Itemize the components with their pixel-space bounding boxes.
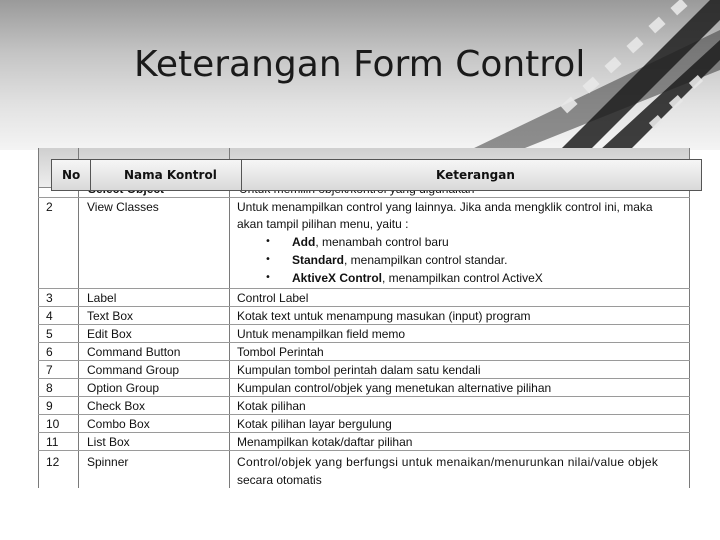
header-separator: [241, 160, 242, 190]
row-name: Edit Box: [87, 327, 132, 341]
bullet-2-text: , menampilkan control standar.: [344, 253, 508, 267]
bullet-icon: •: [265, 236, 271, 247]
header-no: No: [62, 168, 81, 182]
grid-line: [38, 197, 690, 198]
row-no: 5: [46, 327, 53, 341]
row-name: Command Button: [87, 345, 181, 359]
bullet-icon: •: [265, 272, 271, 283]
row-no: 4: [46, 309, 53, 323]
row-2-desc-line2: akan tampil pilihan menu, yaitu :: [237, 217, 409, 231]
row-no: 8: [46, 381, 53, 395]
row-2-no: 2: [46, 200, 53, 214]
row-12-desc-line1: Control/objek yang berfungsi untuk menaikan/menurunkan nilai/value objek: [237, 455, 659, 469]
grid-line: [38, 396, 690, 397]
bullet-1-key: Add: [292, 235, 316, 249]
grid-line: [38, 432, 690, 433]
row-name: Text Box: [87, 309, 134, 323]
header-name: Nama Kontrol: [124, 168, 217, 182]
row-name: Command Group: [87, 363, 180, 377]
row-no: 6: [46, 345, 53, 359]
row-2-desc-line1: Untuk menampilkan control yang lainnya. Jika anda mengklik control ini, maka: [237, 200, 653, 214]
slide-header: [0, 0, 720, 150]
grid-line: [689, 148, 690, 488]
row-desc: Kotak pilihan: [237, 399, 306, 413]
bullet-3-key: AktiveX Control: [292, 271, 383, 285]
row-desc: Kotak pilihan layar bergulung: [237, 417, 392, 431]
row-name: Label: [87, 291, 117, 305]
row-desc: Menampilkan kotak/daftar pilihan: [237, 435, 413, 449]
table-header: [51, 159, 702, 191]
row-2-bullet-3: [292, 270, 543, 286]
row-name: Combo Box: [87, 417, 150, 431]
grid-line: [229, 148, 230, 488]
row-2-name: View Classes: [87, 200, 159, 214]
row-desc: Kotak text untuk menampung masukan (input) program: [237, 309, 531, 323]
header-desc: Keterangan: [436, 168, 515, 182]
row-name: List Box: [87, 435, 130, 449]
header-separator: [90, 160, 91, 190]
row-name: Option Group: [87, 381, 160, 395]
grid-line: [38, 450, 690, 451]
grid-line: [38, 414, 690, 415]
grid-line: [38, 148, 39, 488]
grid-line: [38, 288, 690, 289]
grid-line: [38, 324, 690, 325]
row-no: 9: [46, 399, 53, 413]
grid-line: [38, 360, 690, 361]
grid-line: [78, 148, 79, 488]
grid-line: [38, 306, 690, 307]
bullet-2-key: Standard: [292, 253, 345, 267]
grid-line: [38, 378, 690, 379]
row-2-bullet-2: [292, 252, 507, 268]
row-12-name: Spinner: [87, 455, 129, 469]
bullet-3-text: , menampilkan control ActiveX: [382, 271, 543, 285]
row-12-no: 12: [46, 455, 60, 469]
row-no: 7: [46, 363, 53, 377]
row-no: 10: [46, 417, 60, 431]
row-name: Check Box: [87, 399, 146, 413]
row-2-bullet-1: [292, 234, 449, 250]
row-no: 3: [46, 291, 53, 305]
row-desc: Tombol Perintah: [237, 345, 324, 359]
bullet-icon: •: [265, 254, 271, 265]
bullet-1-text: , menambah control baru: [315, 235, 449, 249]
row-desc: Kumpulan control/objek yang menetukan alternative pilihan: [237, 381, 552, 395]
row-desc: Control Label: [237, 291, 309, 305]
grid-line: [38, 342, 690, 343]
row-12-desc-line2: secara otomatis: [237, 473, 322, 487]
row-desc: Kumpulan tombol perintah dalam satu kendali: [237, 363, 481, 377]
row-desc: Untuk menampilkan field memo: [237, 327, 406, 341]
page-title: Keterangan Form Control: [134, 44, 586, 85]
row-no: 11: [46, 435, 59, 449]
